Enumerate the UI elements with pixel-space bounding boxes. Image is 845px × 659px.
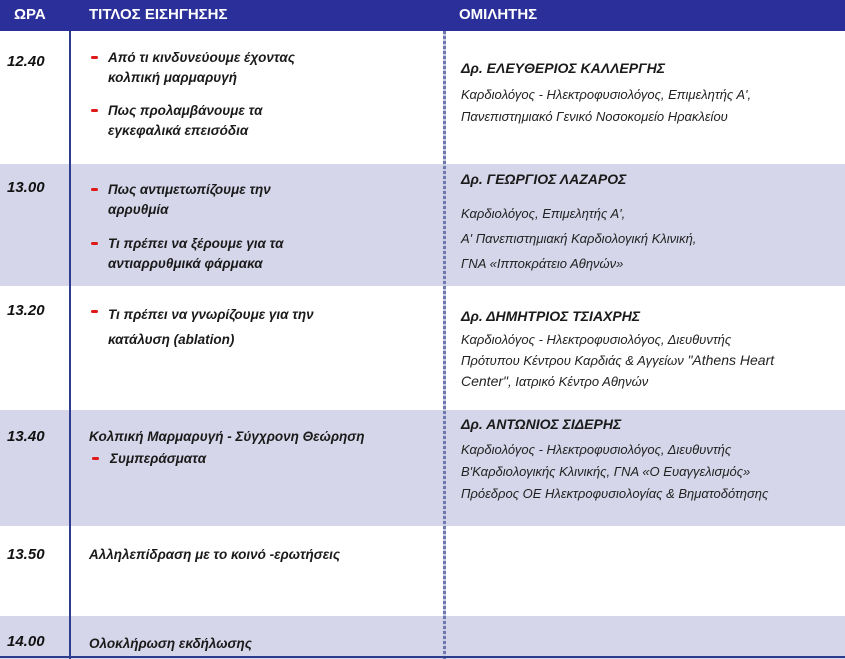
row-time: 13.50 — [7, 546, 45, 563]
header-title: ΤΙΤΛΟΣ ΕΙΣΗΓΗΣΗΣ — [89, 6, 228, 23]
talk-title: Κολπική Μαρμαρυγή - Σύγχρονη Θεώρηση — [89, 429, 365, 444]
bullet-icon — [91, 310, 98, 313]
table-header — [0, 0, 845, 31]
row-time: 13.20 — [7, 302, 45, 319]
speaker-description: Καρδιολόγος - Ηλεκτροφυσιολόγος, Επιμελητής Α', Πανεπιστημιακό Γενικό Νοσοκομείο Ηρακλείου — [461, 87, 752, 124]
row-time: 14.00 — [7, 633, 45, 650]
talk-subtitle: Συμπεράσματα — [110, 451, 207, 466]
speaker-name: Δρ. ΑΝΤΩΝΙΟΣ ΣΙΔΕΡΗΣ — [461, 416, 622, 432]
speaker-description: Καρδιολόγος, Επιμελητής Α', Α' Πανεπιστημιακή Καρδιολογική Κλινική, ΓΝΑ «Ιπποκράτειο Αθηνών» — [461, 206, 697, 271]
talk-title: Αλληλεπίδραση με το κοινό -ερωτήσεις — [89, 547, 341, 562]
row-time: 13.00 — [7, 179, 45, 196]
speaker-description: Καρδιολόγος - Ηλεκτροφυσιολόγος, Διευθυντής Πρότυπου Κέντρου Καρδιάς & Αγγείων "Athens Heart Center", Ιατρικό Κέντρο Αθηνών — [461, 332, 775, 389]
column-divider-speaker — [443, 31, 446, 659]
bottom-rule — [0, 656, 845, 658]
row-time: 13.40 — [7, 428, 45, 445]
row-time: 12.40 — [7, 53, 45, 70]
speaker-name: Δρ. ΔΗΜΗΤΡΙΟΣ ΤΣΙΑΧΡΗΣ — [461, 308, 641, 324]
speaker-description: Καρδιολόγος - Ηλεκτροφυσιολόγος, Διευθυντής Β'Καρδιολογικής Κλινικής, ΓΝΑ «Ο Ευαγγελισμός» Πρόεδρος ΟΕ Ηλεκτροφυσιολογίας & Βηματοδότησης — [461, 442, 769, 501]
talk-title: Τι πρέπει να γνωρίζουμε για την κατάλυση (ablation) — [108, 307, 314, 347]
header-time: ΩΡΑ — [14, 6, 46, 23]
talk-title: Πως αντιμετωπίζουμε την αρρυθμία — [108, 182, 271, 217]
talk-title: Τι πρέπει να ξέρουμε για τα αντιαρρυθμικά φάρμακα — [108, 236, 284, 271]
bullet-icon — [91, 242, 98, 245]
talk-title: Ολοκλήρωση εκδήλωσης — [89, 636, 252, 651]
talk-title: Πως προλαμβάνουμε τα εγκεφαλικά επεισόδια — [108, 103, 263, 138]
bullet-icon — [91, 188, 98, 191]
header-speaker: ΟΜΙΛΗΤΗΣ — [459, 6, 538, 23]
column-divider-time — [69, 31, 71, 659]
bullet-icon — [91, 109, 98, 112]
speaker-name: Δρ. ΕΛΕΥΘΕΡΙΟΣ ΚΑΛΛΕΡΓΗΣ — [461, 60, 665, 76]
speaker-name: Δρ. ΓΕΩΡΓΙΟΣ ΛΑΖΑΡΟΣ — [461, 171, 627, 187]
talk-title: Από τι κινδυνεύουμε έχοντας κολπική μαρμαρυγή — [108, 50, 295, 85]
bullet-icon — [92, 457, 99, 460]
bullet-icon — [91, 56, 98, 59]
